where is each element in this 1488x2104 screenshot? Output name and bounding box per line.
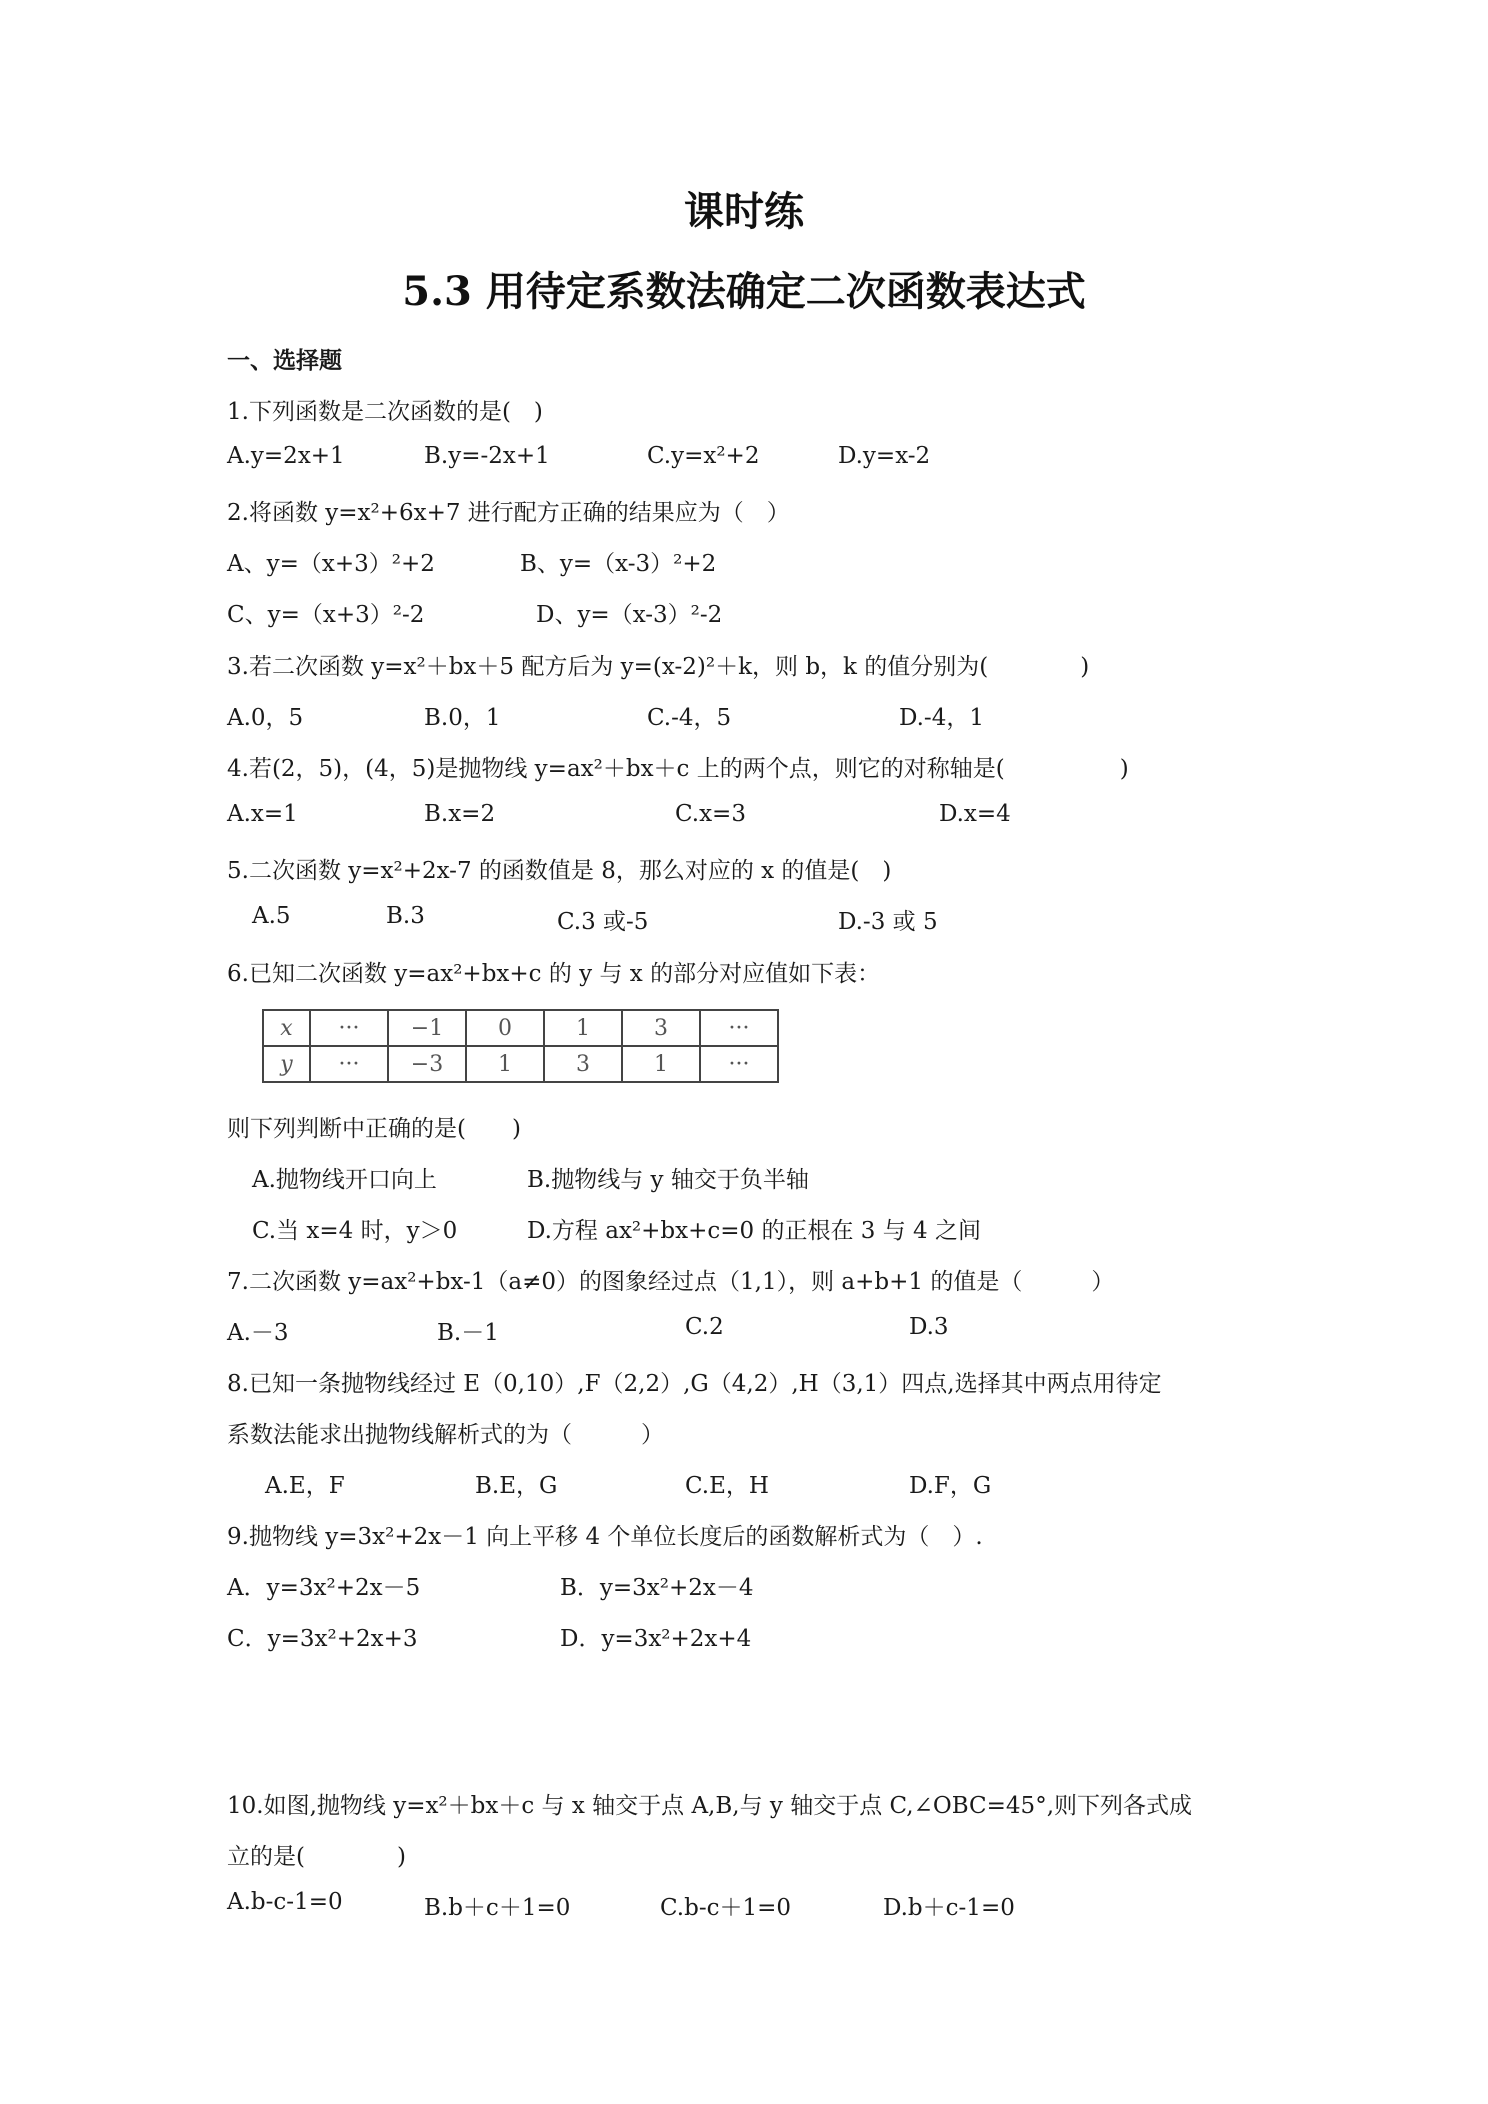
question-2-option-d: D、y=（x-3）²-2 xyxy=(536,602,723,628)
question-1-option-a: A.y=2x+1 xyxy=(227,443,345,469)
question-9-option-c: C．y=3x²+2x+3 xyxy=(227,1626,418,1652)
table-cell: 1 xyxy=(622,1046,700,1082)
question-10-option-b: B.b＋c＋1=0 xyxy=(424,1895,571,1921)
page-title: 课时练 xyxy=(684,188,804,235)
table-cell: −3 xyxy=(388,1046,466,1082)
question-7-option-d: D.3 xyxy=(909,1314,949,1340)
question-1-option-b: B.y=-2x+1 xyxy=(424,443,550,469)
table-row-x xyxy=(263,1010,778,1046)
question-1-option-d: D.y=x-2 xyxy=(838,443,931,469)
question-2-option-a: A、y=（x+3）²+2 xyxy=(227,551,435,577)
question-6-option-c: C.当 x=4 时，y＞0 xyxy=(252,1218,458,1244)
question-10-stem-continued: 立的是( ) xyxy=(227,1844,406,1870)
question-9-option-d: D．y=3x²+2x+4 xyxy=(560,1626,752,1652)
question-5-stem: 5.二次函数 y=x²+2x-7 的函数值是 8，那么对应的 x 的值是( ) xyxy=(227,858,892,884)
question-6-stem: 6.已知二次函数 y=ax²+bx+c 的 y 与 x 的部分对应值如下表： xyxy=(227,961,881,987)
question-8-option-a: A.E，F xyxy=(265,1473,345,1499)
question-3-option-a: A.0，5 xyxy=(227,705,304,731)
question-9-option-a: A．y=3x²+2x－5 xyxy=(227,1575,421,1601)
question-8-option-c: C.E，H xyxy=(685,1473,769,1499)
question-2-option-c: C、y=（x+3）²-2 xyxy=(227,602,425,628)
table-cell: ··· xyxy=(700,1010,778,1046)
table-header-y: y xyxy=(263,1046,310,1082)
question-7-option-b: B.－1 xyxy=(437,1320,499,1346)
question-7-option-a: A.－3 xyxy=(227,1320,289,1346)
question-8-stem-continued: 系数法能求出抛物线解析式的为（ ） xyxy=(227,1422,664,1448)
question-8-option-b: B.E，G xyxy=(475,1473,558,1499)
table-cell: 1 xyxy=(466,1046,544,1082)
section-heading: 一、选择题 xyxy=(227,348,342,374)
question-9-option-b: B．y=3x²+2x－4 xyxy=(560,1575,754,1601)
table-cell: ··· xyxy=(310,1046,388,1082)
question-6-stem-continued: 则下列判断中正确的是( ) xyxy=(227,1116,521,1142)
question-5-option-c: C.3 或-5 xyxy=(557,909,649,935)
question-5-option-b: B.3 xyxy=(386,903,425,929)
question-6-option-d: D.方程 ax²+bx+c=0 的正根在 3 与 4 之间 xyxy=(527,1218,981,1244)
table-cell: 3 xyxy=(622,1010,700,1046)
question-10-option-d: D.b＋c-1=0 xyxy=(883,1895,1015,1921)
question-1-option-c: C.y=x²+2 xyxy=(647,443,760,469)
question-2-stem: 2.将函数 y=x²+6x+7 进行配方正确的结果应为（ ） xyxy=(227,500,790,526)
question-8-stem: 8.已知一条抛物线经过 E（0,10）,F（2,2）,G（4,2）,H（3,1）四点,选择其中两点用待定 xyxy=(227,1371,1162,1397)
question-2-option-b: B、y=（x-3）²+2 xyxy=(520,551,717,577)
question-6-option-a: A.抛物线开口向上 xyxy=(252,1167,437,1193)
question-10-option-c: C.b-c＋1=0 xyxy=(660,1895,792,1921)
question-3-option-b: B.0，1 xyxy=(424,705,501,731)
question-1-stem: 1.下列函数是二次函数的是( ) xyxy=(227,399,543,425)
question-3-stem: 3.若二次函数 y=x²＋bx＋5 配方后为 y=(x-2)²＋k，则 b，k 的值分别为( ) xyxy=(227,654,1090,680)
question-4-option-a: A.x=1 xyxy=(227,801,298,827)
question-9-stem: 9.抛物线 y=3x²+2x－1 向上平移 4 个单位长度后的函数解析式为（ ）. xyxy=(227,1524,983,1550)
question-4-option-d: D.x=4 xyxy=(939,801,1011,827)
question-7-stem: 7.二次函数 y=ax²+bx-1（a≠0）的图象经过点（1,1），则 a+b+1 的值是（ ） xyxy=(227,1269,1115,1295)
question-5-option-d: D.-3 或 5 xyxy=(838,909,938,935)
table-row-y xyxy=(263,1046,778,1082)
question-4-stem: 4.若(2，5)，(4，5)是抛物线 y=ax²＋bx＋c 上的两个点，则它的对称轴是( ) xyxy=(227,756,1129,782)
question-10-stem: 10.如图,抛物线 y=x²＋bx＋c 与 x 轴交于点 A,B,与 y 轴交于点 C,∠OBC=45°,则下列各式成 xyxy=(227,1793,1193,1819)
question-3-option-c: C.-4，5 xyxy=(647,705,732,731)
table-cell: ··· xyxy=(700,1046,778,1082)
table-cell: 1 xyxy=(544,1010,622,1046)
question-10-option-a: A.b-c-1=0 xyxy=(227,1889,343,1915)
question-5-option-a: A.5 xyxy=(252,903,291,929)
table-header-x: x xyxy=(263,1010,310,1046)
table-cell: 0 xyxy=(466,1010,544,1046)
table-cell: 3 xyxy=(544,1046,622,1082)
page-subtitle: 5.3 用待定系数法确定二次函数表达式 xyxy=(402,268,1086,315)
table-cell: ··· xyxy=(310,1010,388,1046)
question-4-option-c: C.x=3 xyxy=(675,801,746,827)
question-8-option-d: D.F，G xyxy=(909,1473,992,1499)
question-6-option-b: B.抛物线与 y 轴交于负半轴 xyxy=(527,1167,809,1193)
table-cell: −1 xyxy=(388,1010,466,1046)
question-7-option-c: C.2 xyxy=(685,1314,724,1340)
question-4-option-b: B.x=2 xyxy=(424,801,496,827)
question-3-option-d: D.-4，1 xyxy=(899,705,984,731)
value-table xyxy=(262,1009,779,1083)
